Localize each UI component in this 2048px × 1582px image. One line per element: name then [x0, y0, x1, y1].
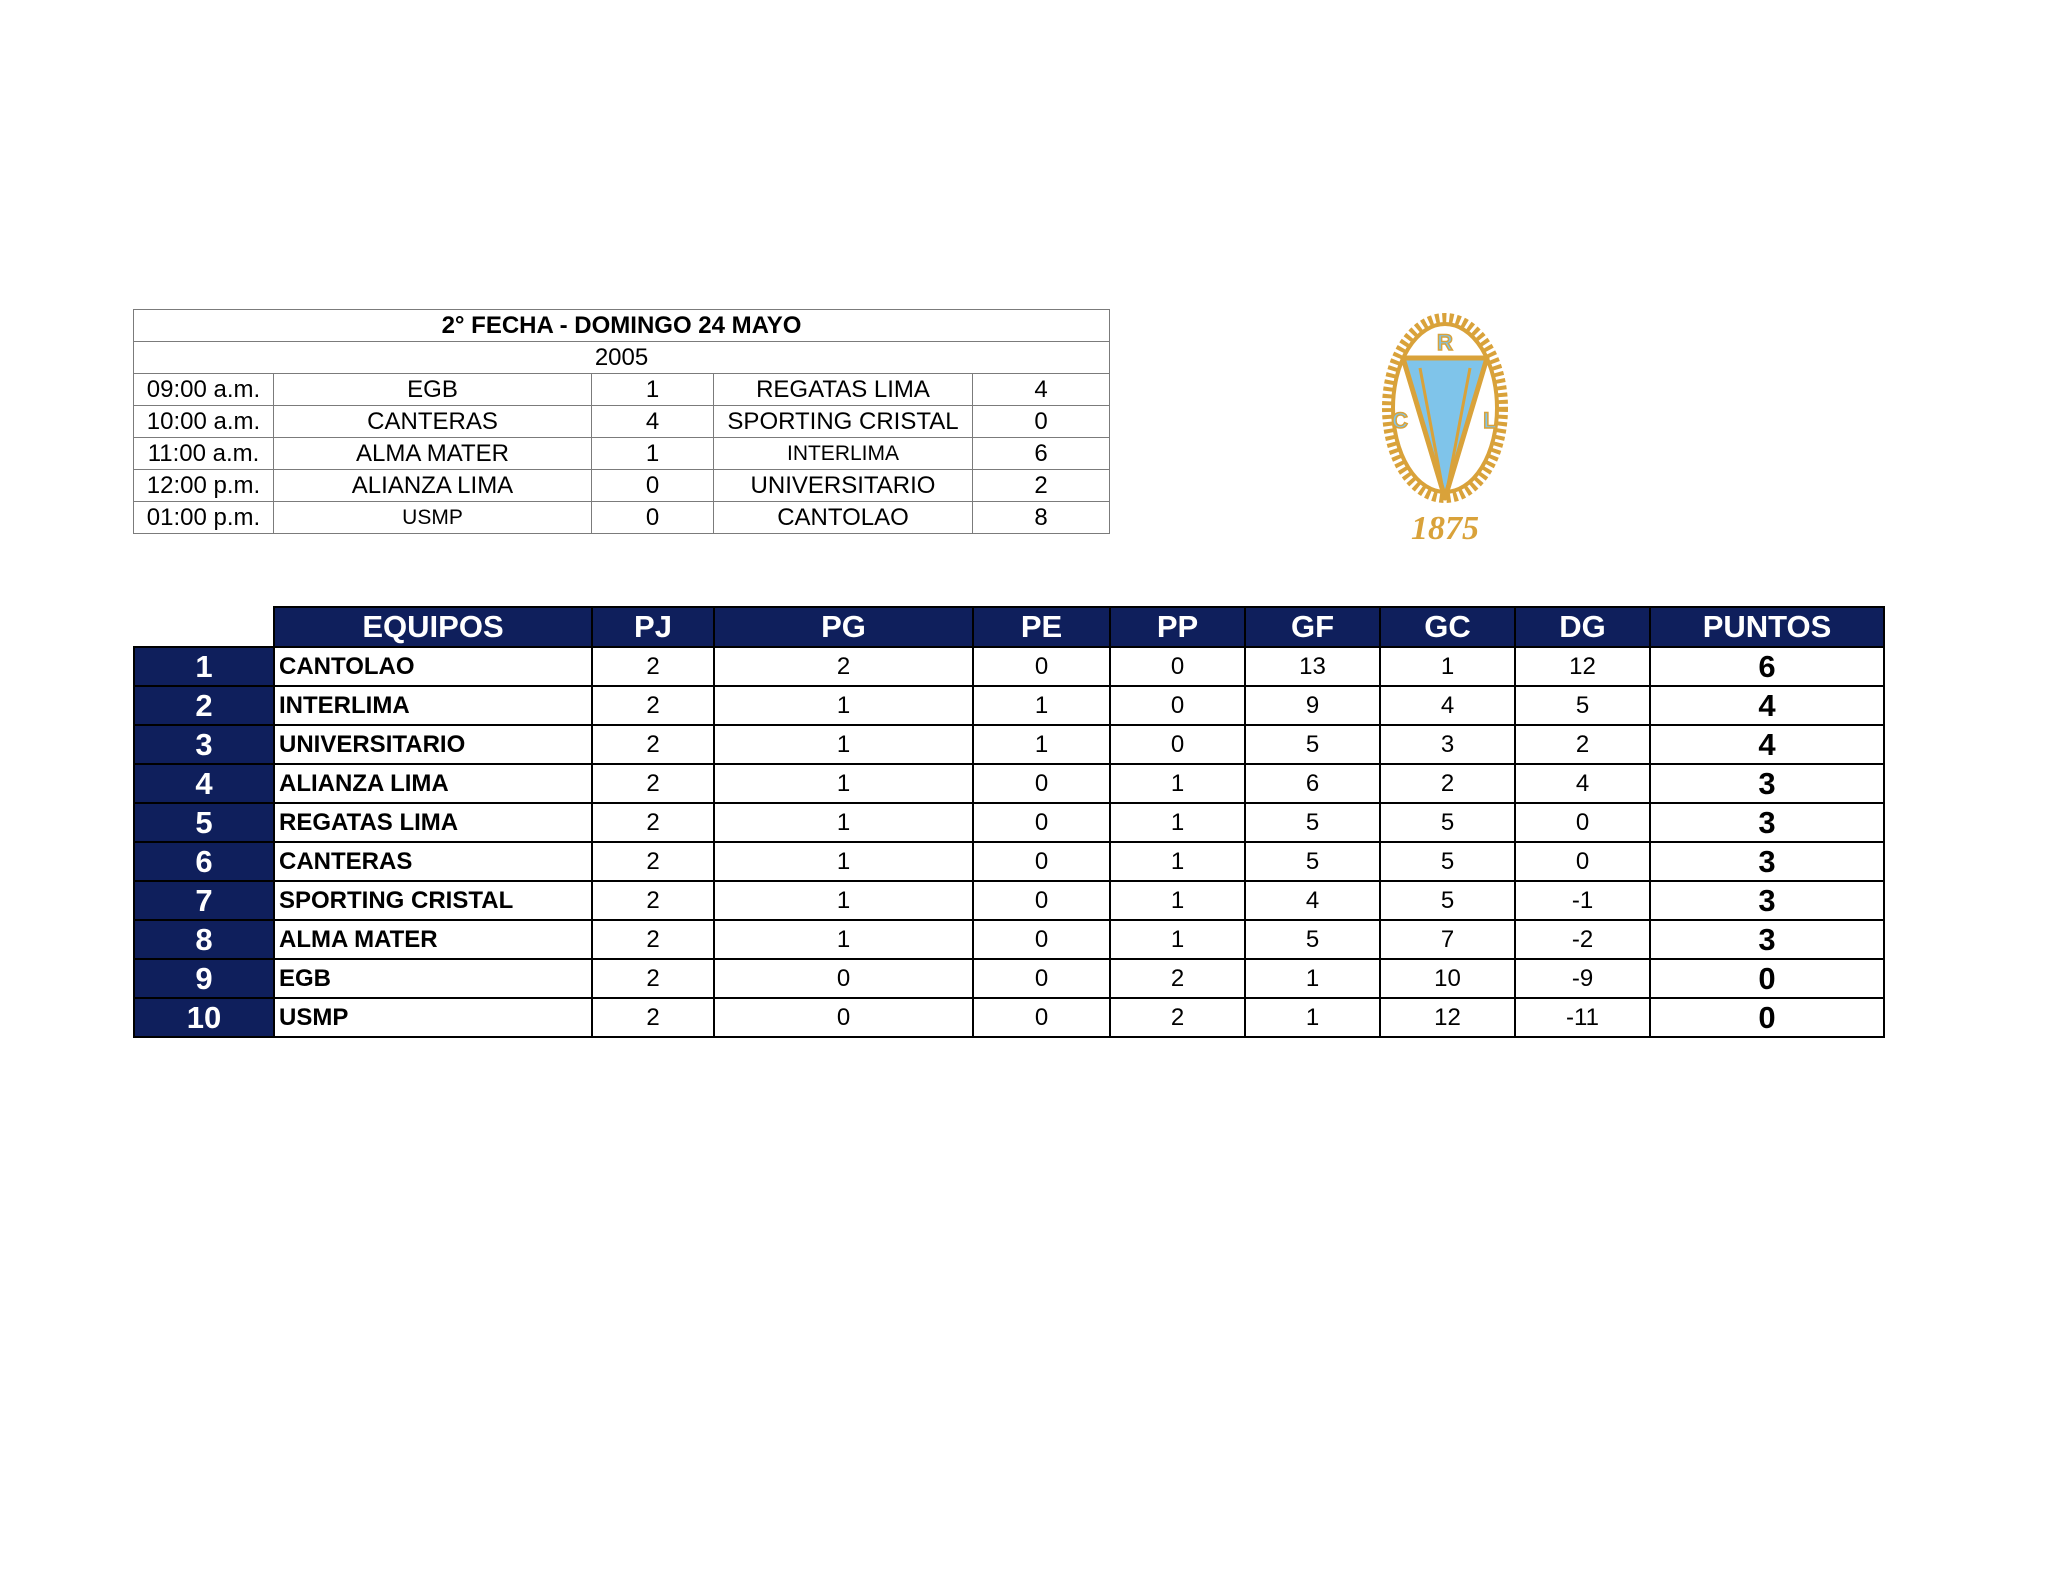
table-row: [134, 803, 1884, 842]
cell-pg: 1: [714, 686, 973, 725]
home-score: 0: [592, 470, 714, 502]
header-dg: DG: [1515, 607, 1650, 647]
cell-pp: 1: [1110, 842, 1245, 881]
fixture-year-row: [134, 342, 1110, 374]
cell-gc: 2: [1380, 764, 1515, 803]
header-gf: GF: [1245, 607, 1380, 647]
cell-gf: 5: [1245, 920, 1380, 959]
cell-pj: 2: [592, 920, 714, 959]
cell-rank: 8: [134, 920, 274, 959]
cell-puntos: 6: [1650, 647, 1884, 686]
cell-pp: 0: [1110, 647, 1245, 686]
cell-pp: 1: [1110, 881, 1245, 920]
cell-gc: 5: [1380, 842, 1515, 881]
table-row: [134, 959, 1884, 998]
crest-letter-r: R: [1437, 330, 1453, 355]
cell-pg: 0: [714, 998, 973, 1037]
home-team: CANTERAS: [274, 406, 592, 438]
header-pp: PP: [1110, 607, 1245, 647]
cell-pg: 1: [714, 881, 973, 920]
cell-rank: 6: [134, 842, 274, 881]
cell-pe: 0: [973, 647, 1110, 686]
cell-team: CANTERAS: [274, 842, 592, 881]
standings-table: [133, 606, 1885, 1038]
cell-pg: 1: [714, 842, 973, 881]
fixture-match-row: [134, 374, 1110, 406]
cell-pg: 1: [714, 803, 973, 842]
home-score: 1: [592, 438, 714, 470]
cell-gf: 5: [1245, 803, 1380, 842]
cell-team: CANTOLAO: [274, 647, 592, 686]
cell-pg: 0: [714, 959, 973, 998]
fixture-match-row: [134, 406, 1110, 438]
cell-team: SPORTING CRISTAL: [274, 881, 592, 920]
cell-pp: 1: [1110, 764, 1245, 803]
table-row: [134, 686, 1884, 725]
fixture-year: 2005: [134, 342, 1110, 374]
crest-year: 1875: [1411, 510, 1479, 545]
away-team: SPORTING CRISTAL: [714, 406, 973, 438]
cell-puntos: 3: [1650, 764, 1884, 803]
fixture-title: 2° FECHA - DOMINGO 24 MAYO: [134, 310, 1110, 342]
header-equipos: EQUIPOS: [274, 607, 592, 647]
cell-team: ALIANZA LIMA: [274, 764, 592, 803]
cell-pe: 1: [973, 686, 1110, 725]
cell-pj: 2: [592, 647, 714, 686]
cell-pj: 2: [592, 686, 714, 725]
table-row: [134, 647, 1884, 686]
cell-puntos: 4: [1650, 725, 1884, 764]
cell-rank: 3: [134, 725, 274, 764]
cell-dg: -9: [1515, 959, 1650, 998]
fixture-match-row: [134, 470, 1110, 502]
away-score: 0: [973, 406, 1110, 438]
home-team: EGB: [274, 374, 592, 406]
match-time: 01:00 p.m.: [134, 502, 274, 534]
cell-pe: 0: [973, 803, 1110, 842]
cell-dg: 4: [1515, 764, 1650, 803]
cell-gf: 1: [1245, 998, 1380, 1037]
cell-gf: 4: [1245, 881, 1380, 920]
cell-pe: 0: [973, 842, 1110, 881]
cell-pp: 0: [1110, 686, 1245, 725]
cell-puntos: 3: [1650, 881, 1884, 920]
cell-puntos: 3: [1650, 920, 1884, 959]
cell-gc: 4: [1380, 686, 1515, 725]
cell-pe: 0: [973, 998, 1110, 1037]
cell-team: UNIVERSITARIO: [274, 725, 592, 764]
cell-pg: 1: [714, 920, 973, 959]
cell-rank: 5: [134, 803, 274, 842]
cell-dg: 2: [1515, 725, 1650, 764]
fixture-title-row: [134, 310, 1110, 342]
fixture-table: [133, 309, 1110, 534]
away-team: UNIVERSITARIO: [714, 470, 973, 502]
cell-gc: 12: [1380, 998, 1515, 1037]
cell-pj: 2: [592, 764, 714, 803]
cell-puntos: 3: [1650, 803, 1884, 842]
table-row: [134, 842, 1884, 881]
away-score: 4: [973, 374, 1110, 406]
cell-pp: 1: [1110, 920, 1245, 959]
home-team: USMP: [274, 502, 592, 534]
header-pg: PG: [714, 607, 973, 647]
cell-pj: 2: [592, 725, 714, 764]
header-pe: PE: [973, 607, 1110, 647]
cell-pg: 2: [714, 647, 973, 686]
cell-gc: 10: [1380, 959, 1515, 998]
cell-team: EGB: [274, 959, 592, 998]
cell-pj: 2: [592, 959, 714, 998]
cell-dg: -11: [1515, 998, 1650, 1037]
cell-pg: 1: [714, 725, 973, 764]
cell-team: USMP: [274, 998, 592, 1037]
cell-gf: 5: [1245, 725, 1380, 764]
cell-dg: -2: [1515, 920, 1650, 959]
header-pj: PJ: [592, 607, 714, 647]
cell-pj: 2: [592, 842, 714, 881]
away-score: 2: [973, 470, 1110, 502]
cell-pp: 1: [1110, 803, 1245, 842]
cell-dg: 0: [1515, 803, 1650, 842]
cell-rank: 9: [134, 959, 274, 998]
cell-rank: 10: [134, 998, 274, 1037]
cell-rank: 7: [134, 881, 274, 920]
cell-pe: 0: [973, 881, 1110, 920]
cell-gf: 5: [1245, 842, 1380, 881]
cell-pe: 0: [973, 959, 1110, 998]
cell-pp: 2: [1110, 959, 1245, 998]
cell-dg: 0: [1515, 842, 1650, 881]
header-blank: [134, 607, 274, 647]
cell-pe: 0: [973, 920, 1110, 959]
table-row: [134, 725, 1884, 764]
cell-gf: 13: [1245, 647, 1380, 686]
cell-gc: 7: [1380, 920, 1515, 959]
home-score: 0: [592, 502, 714, 534]
home-team: ALIANZA LIMA: [274, 470, 592, 502]
club-crest-logo: [1380, 310, 1520, 545]
table-row: [134, 881, 1884, 920]
cell-gc: 3: [1380, 725, 1515, 764]
away-score: 8: [973, 502, 1110, 534]
cell-puntos: 0: [1650, 998, 1884, 1037]
cell-pe: 0: [973, 764, 1110, 803]
cell-gf: 6: [1245, 764, 1380, 803]
table-row: [134, 998, 1884, 1037]
cell-pj: 2: [592, 803, 714, 842]
away-team: INTERLIMA: [714, 438, 973, 470]
table-row: [134, 920, 1884, 959]
away-team: REGATAS LIMA: [714, 374, 973, 406]
match-time: 12:00 p.m.: [134, 470, 274, 502]
match-time: 09:00 a.m.: [134, 374, 274, 406]
cell-dg: 5: [1515, 686, 1650, 725]
header-puntos: PUNTOS: [1650, 607, 1884, 647]
cell-pp: 2: [1110, 998, 1245, 1037]
cell-puntos: 0: [1650, 959, 1884, 998]
cell-pj: 2: [592, 881, 714, 920]
standings-header-row: [134, 607, 1884, 647]
away-team: CANTOLAO: [714, 502, 973, 534]
cell-dg: -1: [1515, 881, 1650, 920]
cell-gc: 5: [1380, 803, 1515, 842]
crest-letter-c: C: [1392, 408, 1408, 433]
cell-pp: 0: [1110, 725, 1245, 764]
cell-puntos: 3: [1650, 842, 1884, 881]
fixture-match-row: [134, 502, 1110, 534]
match-time: 10:00 a.m.: [134, 406, 274, 438]
cell-dg: 12: [1515, 647, 1650, 686]
cell-team: INTERLIMA: [274, 686, 592, 725]
match-time: 11:00 a.m.: [134, 438, 274, 470]
cell-pj: 2: [592, 998, 714, 1037]
fixture-match-row: [134, 438, 1110, 470]
cell-rank: 2: [134, 686, 274, 725]
standings-rows: [134, 647, 1884, 1037]
cell-gc: 1: [1380, 647, 1515, 686]
cell-gf: 1: [1245, 959, 1380, 998]
cell-team: ALMA MATER: [274, 920, 592, 959]
cell-rank: 4: [134, 764, 274, 803]
away-score: 6: [973, 438, 1110, 470]
crest-letter-l: L: [1483, 408, 1497, 433]
home-team: ALMA MATER: [274, 438, 592, 470]
fixture-matches: [134, 374, 1110, 534]
header-gc: GC: [1380, 607, 1515, 647]
cell-pg: 1: [714, 764, 973, 803]
cell-gc: 5: [1380, 881, 1515, 920]
cell-gf: 9: [1245, 686, 1380, 725]
home-score: 4: [592, 406, 714, 438]
cell-puntos: 4: [1650, 686, 1884, 725]
cell-pe: 1: [973, 725, 1110, 764]
table-row: [134, 764, 1884, 803]
cell-rank: 1: [134, 647, 274, 686]
cell-team: REGATAS LIMA: [274, 803, 592, 842]
home-score: 1: [592, 374, 714, 406]
